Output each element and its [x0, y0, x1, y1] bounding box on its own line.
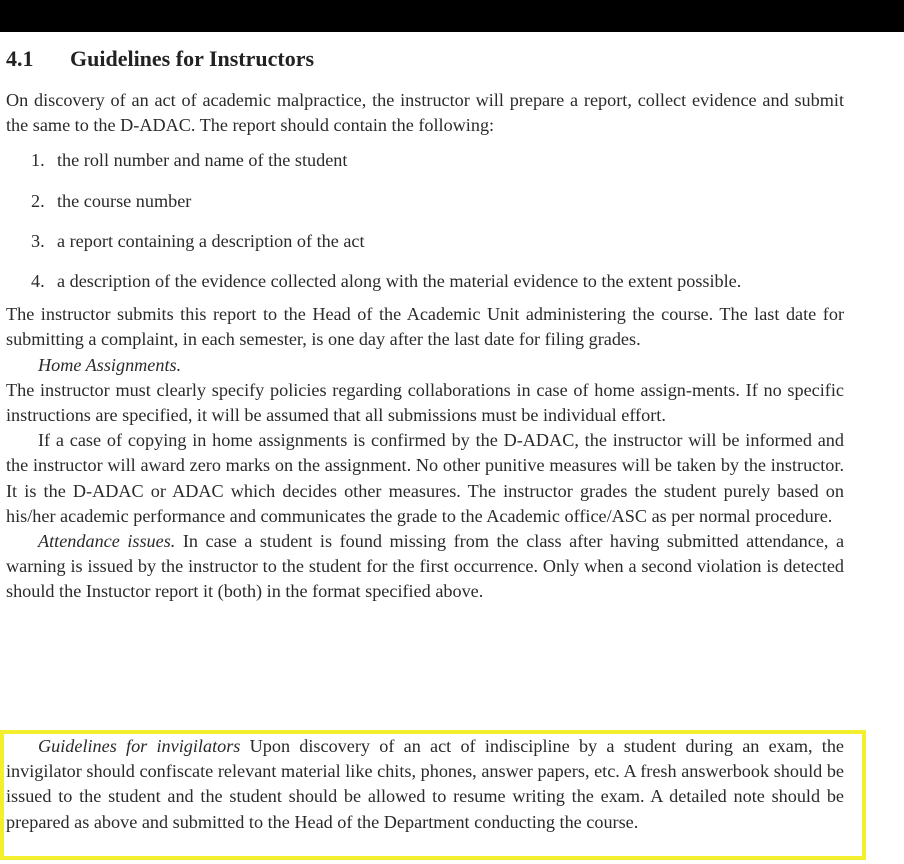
document-page	[6, 44, 844, 605]
list-item	[6, 189, 844, 214]
list-item	[6, 269, 844, 294]
home-assignments-paragraph-2: If a case of copying in home assignments is confirmed by the D-ADAC, the instructor will be informed and the instructor will award zero marks on the assignment. No other punitive measures will be taken by the instructor. It is the D-ADAC or ADAC which decides other measures. The instructor grades the student purely based on his/her academic performance and communicates the grade to the Academic office/ASC as per normal procedure.	[6, 430, 844, 526]
attendance-text: In case a student is found missing from the class after having submitted attendance, a warning is issued by the instructor to the student for the first occurrence. Only when a second violation is detected should the Instuctor report it (both) in the format specified above.	[6, 531, 845, 602]
list-item	[6, 148, 844, 173]
list-item-text: a description of the evidence collected along with the material evidence to the extent possible.	[57, 271, 742, 292]
list-item	[6, 229, 844, 254]
list-item-text: the course number	[57, 190, 192, 211]
section-heading	[6, 44, 844, 74]
list-item-text: a report containing a description of the act	[57, 230, 365, 251]
top-status-bar	[0, 0, 904, 32]
list-item-number: 3.	[31, 230, 45, 251]
list-item-number: 2.	[31, 190, 45, 211]
report-requirements-list	[6, 148, 844, 294]
section-title: Guidelines for Instructors	[70, 46, 315, 71]
home-assignments-heading: Home Assignments.	[38, 354, 182, 375]
section-number: 4.1	[6, 46, 34, 71]
home-assignments-paragraph-1: The instructor must clearly specify policies regarding collaborations in case of home assign-ments. If no specific instructions are specified, it will be assumed that all submissions must be individual effort.	[6, 379, 844, 426]
invigilators-text: Upon discovery of an act of indiscipline by a student during an exam, the invigilator should confiscate relevant material like chits, phones, answer papers, etc. A fresh answerbook should be issued to the student and the student should be allowed to resume writing the exam. A detailed note should be prepared as above and submitted to the Head of the Department conducting the course.	[6, 736, 844, 832]
invigilators-heading: Guidelines for invigilators	[38, 736, 241, 756]
list-item-number: 4.	[31, 271, 45, 292]
intro-paragraph: On discovery of an act of academic malpractice, the instructor will prepare a report, collect evidence and submit the same to the D-ADAC. The report should contain the following:	[6, 90, 844, 136]
list-item-number: 1.	[31, 150, 45, 171]
attendance-heading: Attendance issues.	[38, 531, 176, 552]
list-item-text: the roll number and name of the student	[57, 150, 348, 171]
submission-paragraph: The instructor submits this report to the Head of the Academic Unit administering the course. The last date for submitting a complaint, in each semester, is one day after the last date for filing grades.	[6, 304, 844, 350]
invigilators-paragraph	[6, 734, 844, 835]
home-assignments-heading-paragraph	[6, 353, 844, 378]
attendance-paragraph	[6, 529, 844, 605]
